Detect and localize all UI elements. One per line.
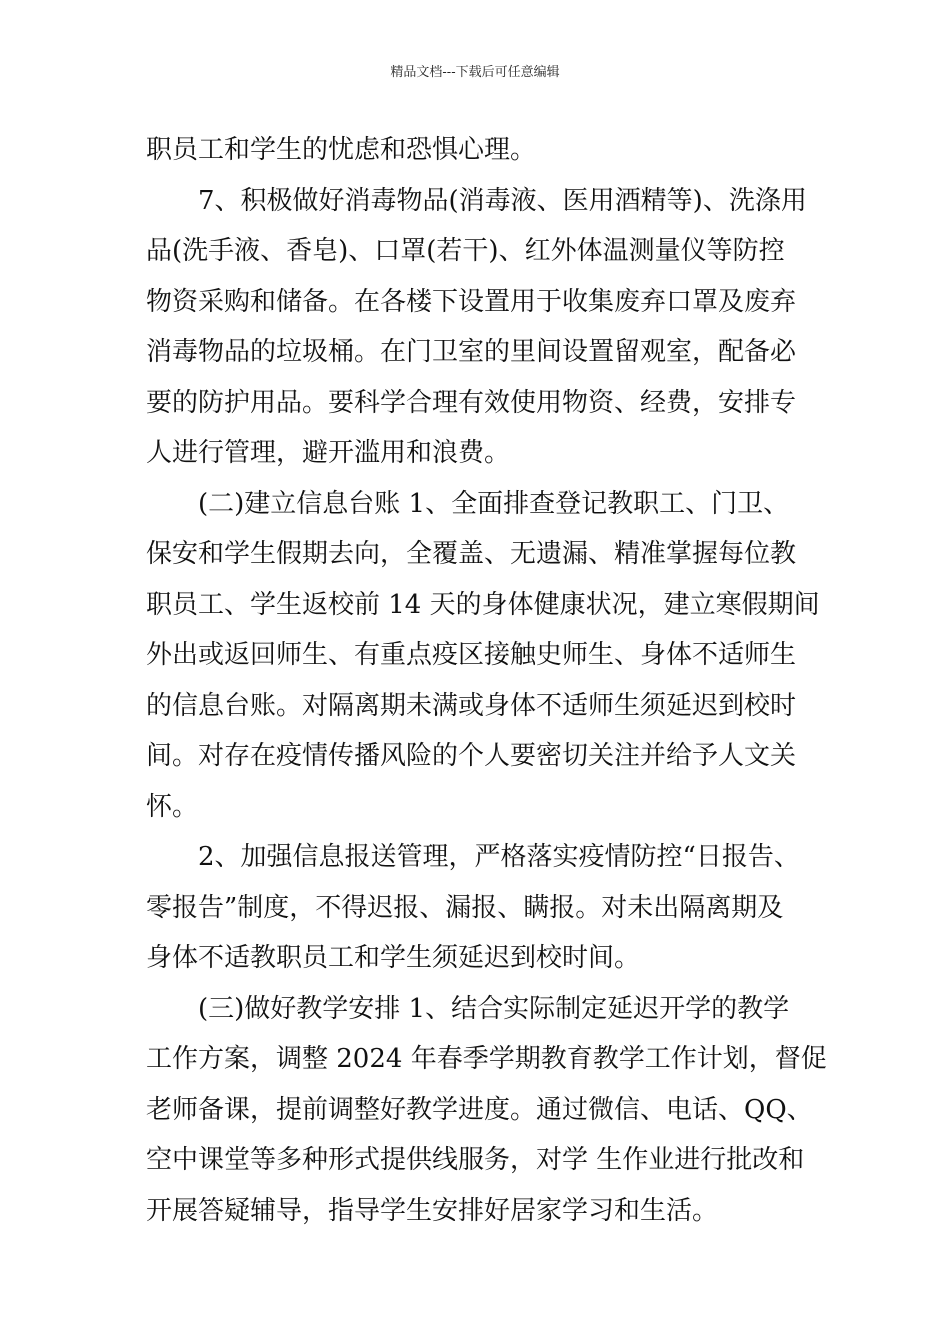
text-line: 间。对存在疫情传播风险的个人要密切关注并给予人文关 [146, 741, 797, 771]
text-line: 职员工、学生返校前 14 天的身体健康状况，建立寒假期间 [146, 589, 820, 620]
document-body [146, 125, 827, 1236]
text-line: 7、积极做好消毒物品(消毒液、医用酒精等)、洗涤用 [198, 185, 807, 216]
text-line: 外出或返回师生、有重点疫区接触史师生、身体不适师生 [146, 640, 797, 670]
text-line: 开展答疑辅导，指导学生安排好居家学习和生活。 [146, 1195, 719, 1226]
text-line: (二)建立信息台账 1、全面排查登记教职工、门卫、 [198, 488, 790, 519]
text-line: 空中课堂等多种形式提供线服务，对学 生作业进行批改和 [146, 1145, 805, 1175]
text-line: (三)做好教学安排 1、结合实际制定延迟开学的教学 [198, 993, 790, 1024]
text-line: 人进行管理，避开滥用和浪费。 [146, 438, 511, 468]
text-line: 身体不适教职员工和学生须延迟到校时间。 [146, 943, 641, 973]
text-line: 怀。 [146, 791, 199, 822]
page-header: 精品文档---下载后可任意编辑 [390, 65, 560, 80]
text-line: 要的防护用品。要科学合理有效使用物资、经费，安排专 [146, 387, 797, 418]
text-line: 老师备课，提前调整好教学进度。通过微信、电话、QQ、 [146, 1094, 813, 1125]
text-line: 物资采购和储备。在各楼下设置用于收集废弃口罩及废弃 [146, 286, 797, 317]
text-line: 职员工和学生的忧虑和恐惧心理。 [146, 135, 537, 165]
text-line: 品(洗手液、香皂)、口罩(若干)、红外体温测量仪等防控 [146, 236, 785, 266]
text-line: 工作方案，调整 2024 年春季学期教育教学工作计划，督促 [146, 1044, 827, 1074]
text-line: 消毒物品的垃圾桶。在门卫室的里间设置留观室，配备必 [146, 337, 797, 367]
text-line: 零报告”制度，不得迟报、漏报、瞒报。对未出隔离期及 [146, 892, 784, 923]
text-line: 保安和学生假期去向，全覆盖、无遗漏、精准掌握每位教 [146, 539, 797, 569]
text-line: 2、加强信息报送管理，严格落实疫情防控“日报告、 [198, 842, 800, 872]
text-line: 的信息台账。对隔离期未满或身体不适师生须延迟到校时 [146, 690, 797, 721]
